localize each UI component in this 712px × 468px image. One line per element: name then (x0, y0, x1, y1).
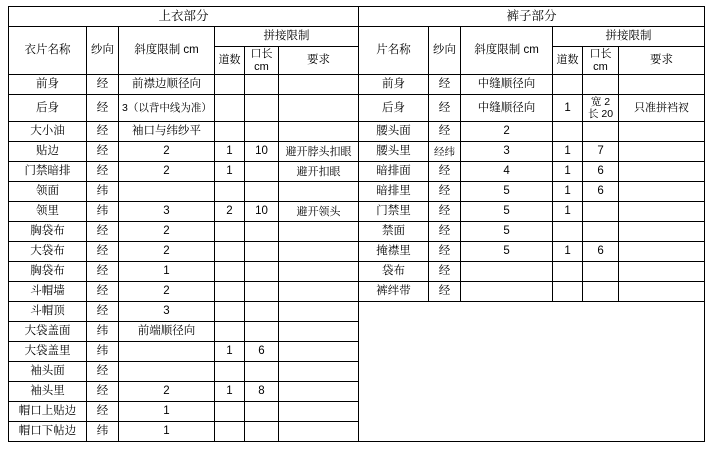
left-bias: 3 (119, 302, 215, 322)
left-length (245, 262, 279, 282)
left-requirement (279, 222, 359, 242)
left-requirement (279, 402, 359, 422)
right-requirement (619, 142, 705, 162)
right-piece-name: 暗排面 (359, 162, 429, 182)
left-piece-name: 领里 (9, 202, 87, 222)
right-length (583, 202, 619, 222)
left-grain: 经 (87, 75, 119, 95)
right-piece-name: 腰头面 (359, 122, 429, 142)
left-grain: 经 (87, 242, 119, 262)
left-piece-name: 斗帽顶 (9, 302, 87, 322)
right-piece-name: 暗排里 (359, 182, 429, 202)
left-length (245, 422, 279, 442)
right-bias: 2 (461, 122, 553, 142)
left-channels (215, 402, 245, 422)
left-grain: 纬 (87, 322, 119, 342)
section-title-right: 裤子部分 (359, 7, 705, 27)
left-length (245, 362, 279, 382)
right-grain: 经 (429, 262, 461, 282)
table-row (9, 95, 705, 122)
left-requirement (279, 75, 359, 95)
left-grain: 经 (87, 262, 119, 282)
header-right-grain: 纱向 (429, 27, 461, 75)
right-channels: 1 (553, 95, 583, 122)
right-length (583, 222, 619, 242)
right-grain: 经 (429, 122, 461, 142)
left-piece-name: 大袋盖面 (9, 322, 87, 342)
left-length: 6 (245, 342, 279, 362)
right-channels: 1 (553, 182, 583, 202)
left-piece-name: 门禁暗排 (9, 162, 87, 182)
left-bias: 3 (119, 202, 215, 222)
right-grain: 经 (429, 282, 461, 302)
empty-area-right (359, 302, 705, 442)
header-row-1 (9, 27, 705, 47)
right-bias: 中缝顺径向 (461, 95, 553, 122)
left-channels (215, 362, 245, 382)
left-bias: 2 (119, 222, 215, 242)
table-row (9, 122, 705, 142)
left-piece-name: 胸袋布 (9, 262, 87, 282)
table-row (9, 75, 705, 95)
right-bias: 5 (461, 222, 553, 242)
right-grain: 经 (429, 202, 461, 222)
right-length (583, 282, 619, 302)
right-bias: 5 (461, 182, 553, 202)
right-bias: 5 (461, 242, 553, 262)
left-bias: 前端顺径向 (119, 322, 215, 342)
left-bias: 2 (119, 382, 215, 402)
left-channels (215, 182, 245, 202)
right-grain: 经 (429, 182, 461, 202)
garment-spec-table (8, 6, 705, 442)
right-piece-name: 门禁里 (359, 202, 429, 222)
right-length (583, 75, 619, 95)
header-left-length: 口长 cm (245, 47, 279, 75)
left-bias (119, 342, 215, 362)
left-channels (215, 302, 245, 322)
left-requirement (279, 422, 359, 442)
right-channels: 1 (553, 202, 583, 222)
left-length (245, 95, 279, 122)
left-requirement (279, 302, 359, 322)
right-channels (553, 222, 583, 242)
left-requirement (279, 282, 359, 302)
left-bias: 2 (119, 142, 215, 162)
header-right-length: 口长 cm (583, 47, 619, 75)
left-channels (215, 222, 245, 242)
section-title-left: 上衣部分 (9, 7, 359, 27)
header-left-requirement: 要求 (279, 47, 359, 75)
left-channels: 1 (215, 342, 245, 362)
right-piece-name: 前身 (359, 75, 429, 95)
right-piece-name: 禁面 (359, 222, 429, 242)
left-requirement (279, 242, 359, 262)
left-length (245, 242, 279, 262)
left-bias (119, 182, 215, 202)
header-right-requirement: 要求 (619, 47, 705, 75)
left-piece-name: 大袋盖里 (9, 342, 87, 362)
left-piece-name: 斗帽墙 (9, 282, 87, 302)
left-piece-name: 帽口上贴边 (9, 402, 87, 422)
left-bias: 2 (119, 162, 215, 182)
right-requirement (619, 242, 705, 262)
left-piece-name: 帽口下帖边 (9, 422, 87, 442)
left-grain: 经 (87, 142, 119, 162)
left-requirement (279, 322, 359, 342)
right-requirement (619, 222, 705, 242)
left-requirement (279, 95, 359, 122)
left-bias: 2 (119, 242, 215, 262)
right-length: 6 (583, 182, 619, 202)
table-row (9, 162, 705, 182)
right-channels (553, 282, 583, 302)
header-left-name: 衣片名称 (9, 27, 87, 75)
header-left-channels: 道数 (215, 47, 245, 75)
table-row (9, 202, 705, 222)
left-piece-name: 大小油 (9, 122, 87, 142)
header-right-joint-limit: 拼接限制 (553, 27, 705, 47)
right-grain: 经 (429, 162, 461, 182)
left-channels (215, 262, 245, 282)
right-bias: 3 (461, 142, 553, 162)
right-piece-name: 腰头里 (359, 142, 429, 162)
left-bias: 1 (119, 402, 215, 422)
right-channels (553, 122, 583, 142)
right-length (583, 262, 619, 282)
left-channels (215, 75, 245, 95)
right-length: 6 (583, 242, 619, 262)
left-length (245, 122, 279, 142)
right-requirement (619, 282, 705, 302)
left-grain: 经 (87, 122, 119, 142)
left-channels (215, 322, 245, 342)
left-grain: 经 (87, 282, 119, 302)
left-grain: 经 (87, 362, 119, 382)
left-requirement (279, 382, 359, 402)
right-requirement (619, 182, 705, 202)
right-length: 宽 2 长 20 (583, 95, 619, 122)
left-piece-name: 大袋布 (9, 242, 87, 262)
table-row (9, 282, 705, 302)
left-requirement: 避开扣眼 (279, 162, 359, 182)
left-length (245, 75, 279, 95)
right-requirement: 只准拼裆衩 (619, 95, 705, 122)
left-grain: 经 (87, 302, 119, 322)
right-length: 6 (583, 162, 619, 182)
left-length: 8 (245, 382, 279, 402)
left-length (245, 302, 279, 322)
left-channels (215, 422, 245, 442)
right-piece-name: 掩襟里 (359, 242, 429, 262)
left-requirement (279, 362, 359, 382)
right-bias (461, 282, 553, 302)
left-piece-name: 袖头里 (9, 382, 87, 402)
section-title-row (9, 7, 705, 27)
left-length: 10 (245, 202, 279, 222)
left-channels: 1 (215, 162, 245, 182)
table-row (9, 242, 705, 262)
right-piece-name: 袋布 (359, 262, 429, 282)
right-requirement (619, 202, 705, 222)
left-length (245, 282, 279, 302)
header-left-grain: 纱向 (87, 27, 119, 75)
left-channels (215, 242, 245, 262)
left-channels (215, 95, 245, 122)
left-grain: 经 (87, 402, 119, 422)
left-grain: 经 (87, 95, 119, 122)
left-requirement (279, 182, 359, 202)
header-right-channels: 道数 (553, 47, 583, 75)
right-channels: 1 (553, 242, 583, 262)
left-length (245, 222, 279, 242)
right-length (583, 122, 619, 142)
left-grain: 经 (87, 382, 119, 402)
header-right-name: 片名称 (359, 27, 429, 75)
table-row (9, 302, 705, 322)
right-grain: 经纬 (429, 142, 461, 162)
right-bias: 4 (461, 162, 553, 182)
left-piece-name: 袖头面 (9, 362, 87, 382)
left-piece-name: 领面 (9, 182, 87, 202)
left-channels: 1 (215, 382, 245, 402)
left-bias: 袖口与纬纱平 (119, 122, 215, 142)
right-piece-name: 后身 (359, 95, 429, 122)
left-piece-name: 贴边 (9, 142, 87, 162)
left-piece-name: 前身 (9, 75, 87, 95)
left-requirement: 避开领头 (279, 202, 359, 222)
left-channels (215, 282, 245, 302)
left-piece-name: 胸袋布 (9, 222, 87, 242)
left-bias: 1 (119, 262, 215, 282)
table-row (9, 182, 705, 202)
left-length (245, 322, 279, 342)
left-length (245, 182, 279, 202)
left-requirement (279, 342, 359, 362)
header-right-bias: 斜度限制 cm (461, 27, 553, 75)
left-grain: 纬 (87, 342, 119, 362)
left-channels (215, 122, 245, 142)
right-channels: 1 (553, 162, 583, 182)
right-bias (461, 262, 553, 282)
left-piece-name: 后身 (9, 95, 87, 122)
left-channels: 1 (215, 142, 245, 162)
left-length (245, 162, 279, 182)
header-left-bias: 斜度限制 cm (119, 27, 215, 75)
left-bias: 1 (119, 422, 215, 442)
left-bias: 3（以背中线为准） (119, 95, 215, 122)
table-row (9, 222, 705, 242)
left-requirement (279, 262, 359, 282)
right-grain: 经 (429, 242, 461, 262)
left-grain: 经 (87, 222, 119, 242)
left-grain: 经 (87, 162, 119, 182)
right-grain: 经 (429, 95, 461, 122)
left-bias: 2 (119, 282, 215, 302)
left-bias: 前襟边顺径向 (119, 75, 215, 95)
right-grain: 经 (429, 222, 461, 242)
header-left-joint-limit: 拼接限制 (215, 27, 359, 47)
right-piece-name: 裤绊带 (359, 282, 429, 302)
right-requirement (619, 75, 705, 95)
left-length (245, 402, 279, 422)
table-row (9, 142, 705, 162)
left-grain: 纬 (87, 422, 119, 442)
right-channels (553, 262, 583, 282)
right-length: 7 (583, 142, 619, 162)
right-requirement (619, 122, 705, 142)
right-channels: 1 (553, 142, 583, 162)
right-bias: 中缝顺径向 (461, 75, 553, 95)
right-bias: 5 (461, 202, 553, 222)
right-channels (553, 75, 583, 95)
table-row (9, 262, 705, 282)
left-requirement: 避开脖头扣眼 (279, 142, 359, 162)
left-grain: 纬 (87, 182, 119, 202)
right-grain: 经 (429, 75, 461, 95)
right-requirement (619, 162, 705, 182)
left-requirement (279, 122, 359, 142)
left-bias (119, 362, 215, 382)
right-requirement (619, 262, 705, 282)
left-length: 10 (245, 142, 279, 162)
left-channels: 2 (215, 202, 245, 222)
left-grain: 纬 (87, 202, 119, 222)
